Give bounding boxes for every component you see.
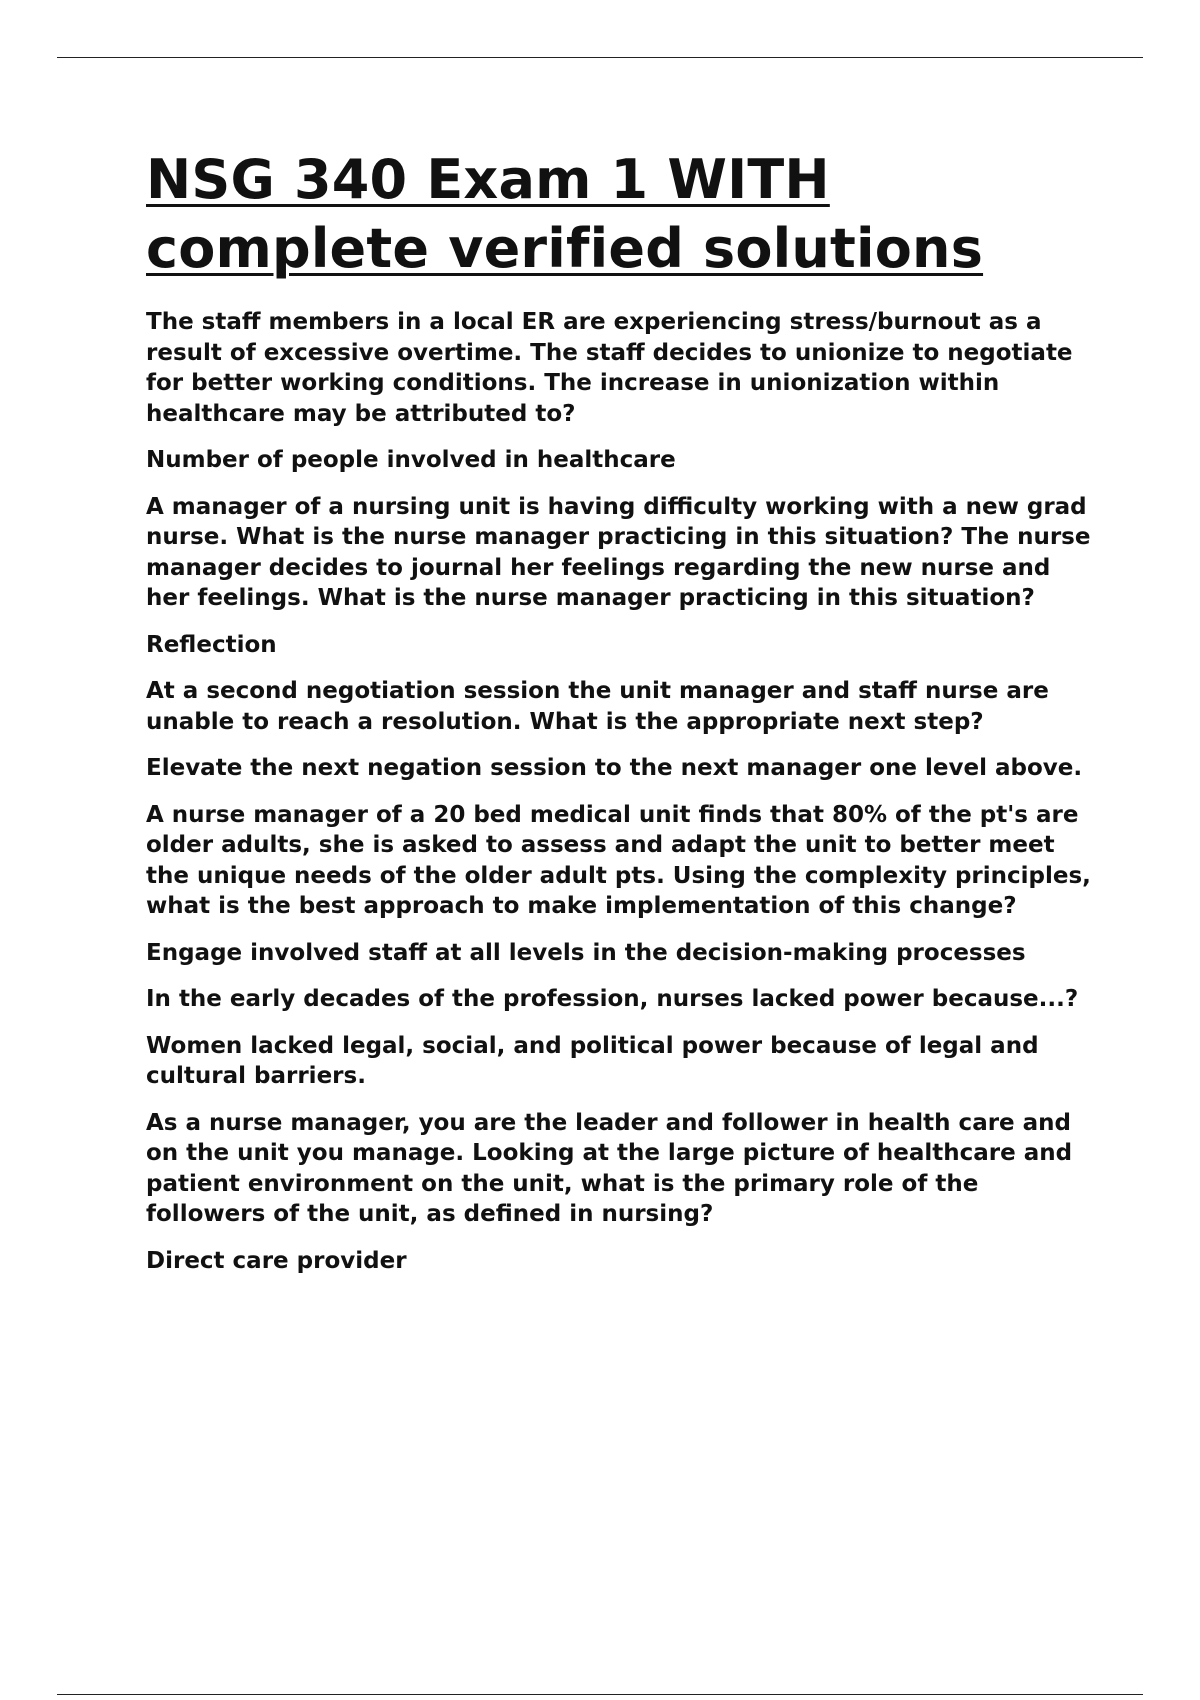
qa-item — [146, 800, 1096, 969]
question-text: The staff members in a local ER are experiencing stress/burnout as a result of excessive overtime. The staff decides to unionize to negotiate for better working conditions. The increase in unionization within healthcare may be attributed to? — [146, 309, 1073, 427]
header-rule — [57, 57, 1143, 58]
footer-rule — [57, 1694, 1143, 1695]
qa-item — [146, 1108, 1096, 1277]
answer-text: Elevate the next negation session to the next manager one level above. — [146, 755, 1083, 781]
qa-item — [146, 676, 1096, 784]
document-body — [146, 145, 1096, 1292]
answer-text: Engage involved staff at all levels in the decision-making processes — [146, 939, 1026, 966]
question-text: In the early decades of the profession, nurses lacked power because...? — [146, 986, 1079, 1012]
answer-text: Reflection — [146, 631, 277, 658]
question-text: A manager of a nursing unit is having difficulty working with a new grad nurse. What is the nurse manager practicing in this situation? The nurse manager decides to journal her feelings regarding the new nurse and her feelings. What is the nurse manager practicing in this situation? — [146, 493, 1091, 611]
qa-item — [146, 307, 1096, 476]
question-text: As a nurse manager, you are the leader and follower in health care and on the unit you manage. Looking at the large picture of healthcare and patient environment on the unit, what is the primary role of the followers of the unit, as defined in nursing? — [146, 1109, 1073, 1227]
question-text: A nurse manager of a 20 bed medical unit finds that 80% of the pt's are older adults, she is asked to assess and adapt the unit to better meet the unique needs of the older adult pts. Using the complexity principles, what is the best approach to make implementation of this change? — [146, 801, 1091, 919]
question-text: At a second negotiation session the unit manager and staff nurse are unable to reach a resolution. What is the appropriate next step? — [146, 678, 1049, 735]
qa-item — [146, 492, 1096, 661]
answer-text: Number of people involved in healthcare — [146, 447, 676, 473]
answer-text: Direct care provider — [146, 1247, 407, 1274]
document-title: NSG 340 Exam 1 WITH complete verified solutions — [146, 148, 984, 280]
answer-text: Women lacked legal, social, and political power because of legal and cultural barriers. — [146, 1032, 1039, 1089]
qa-item — [146, 984, 1096, 1092]
